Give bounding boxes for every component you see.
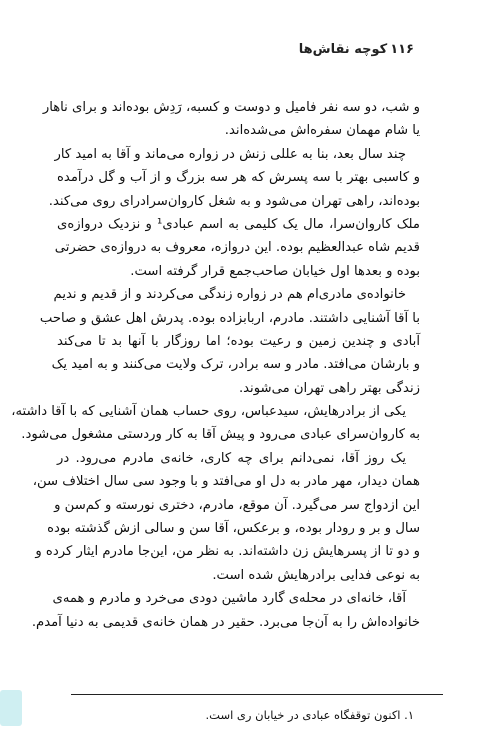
text-line: یا شام مهمان سفره‌اش می‌شده‌اند.	[224, 123, 420, 139]
text-line: خانواده‌اش را به آن‌جا می‌برد. حقیر در همان خانه‌ی قدیمی به دنیا آمدم.	[31, 614, 420, 630]
text-line: همان دیدار، مهر مادر به دل او می‌افتد و با وجود سی سال اختلاف سن،	[32, 474, 420, 490]
text-line: بوده و بعدها اول خیابان صاحب‌جمع قرار گرفته است.	[130, 263, 420, 279]
text-line: خانواده‌ی مادری‌ام هم در زواره زندگی می‌کردند و از قدیم و ندیم	[53, 287, 406, 303]
footnote: ۱. اکنون توقفگاه عبادی در خیابان ری است.	[205, 708, 414, 722]
text-line: و دو تا از پسرهایش زن داشته‌اند. به نظر من، این‌جا مادرم ایثار کرده و	[35, 544, 420, 560]
running-header	[299, 42, 414, 57]
text-line: این ازدواج سر می‌گیرد. آن موقع، مادرم، دختری نورسته و کم‌سن و	[54, 497, 420, 513]
text-line: آقا، خانه‌ای در محله‌ی گارد ماشین دودی می‌خرد و مادرم و همه‌ی	[52, 591, 406, 607]
text-line: سال و بر و رودار بوده، و برعکس، آقا سن و سالی ازش گذشته بوده	[47, 521, 420, 537]
text-line: به نوعی فدایی برادرهایش شده است.	[212, 567, 420, 583]
text-line: قدیم شاه عبدالعظیم بوده. این دروازه، معروف به دروازه‌ی حضرتی	[54, 240, 420, 256]
text-line: با آقا آشنایی داشتند. مادرم، اربابزاده بوده. پدرش اهل عشق و صاحب	[39, 310, 420, 326]
footnote-divider	[71, 694, 443, 695]
chapter-title: کوچه نقاش‌ها	[298, 42, 388, 57]
text-line: و بارشان می‌افتد. مادر و سه برادر، ترک ولایت می‌کنند و به امید یک	[51, 357, 420, 373]
text-line: ملک کاروان‌سرا، مال یک کلیمی به اسم عبادی¹ و نزدیک دروازه‌ی	[57, 216, 420, 232]
text-line: یکی از برادرهایش، سیدعباس، روی حساب همان آشنایی که با آقا داشته،	[11, 404, 406, 420]
body-text	[11, 96, 420, 634]
text-line: و کاسبی بهتر با سه پسرش که هر سه بزرگ و از آب و گل درآمده	[57, 170, 420, 186]
text-line: یک روز آقا، نمی‌دانم برای چه کاری، خانه‌ی مادرم می‌رود. در	[57, 450, 406, 466]
page-number: ۱۱۶	[390, 42, 414, 57]
text-line: زندگی بهتر راهی تهران می‌شوند.	[238, 380, 420, 396]
text-line: به کاروان‌سرای عبادی می‌رود و پیش آقا به کار وردستی مشغول می‌شود.	[21, 427, 420, 443]
text-line: بوده‌اند، راهی تهران می‌شود و به شغل کاروان‌سرادرای روی می‌کند.	[48, 193, 420, 209]
text-line: و شب، دو سه نفر فامیل و دوست و کسبه، رَدِش بوده‌اند و برای ناهار	[42, 100, 420, 115]
text-line: چند سال بعد، بنا به عللی زنش در زواره می‌ماند و آقا به امید کار	[54, 146, 406, 162]
text-line: آبادی و چندین زمین و رعیت بوده؛ اما روزگار با آنها بد تا می‌کند	[57, 333, 420, 349]
publisher-logo-icon	[0, 690, 22, 726]
